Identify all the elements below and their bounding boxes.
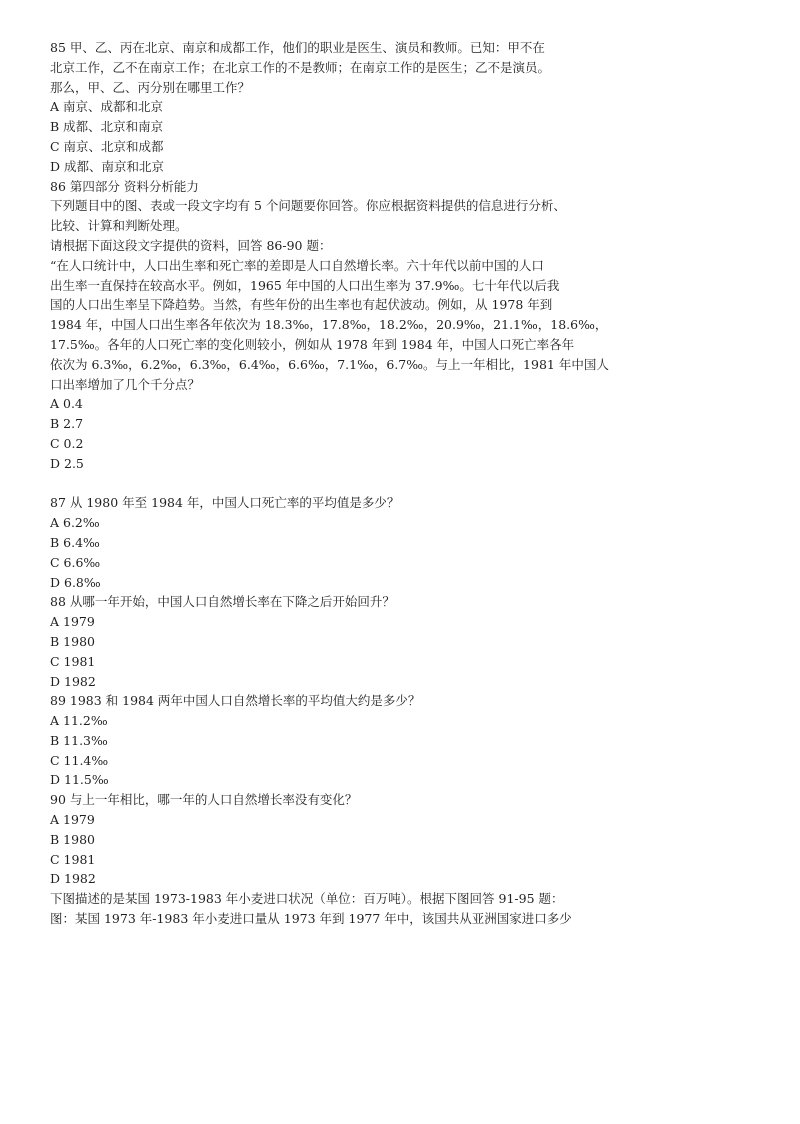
question-85 — [50, 38, 590, 177]
passage-line: 口出率增加了几个千分点？ — [50, 376, 201, 392]
question-90 — [50, 790, 590, 889]
section-heading: 86 第四部分 资料分析能力 — [50, 178, 199, 194]
option-c: C 1981 — [50, 851, 96, 867]
option-c: C 6.6‰ — [50, 554, 101, 570]
option-b: B 2.7 — [50, 416, 84, 432]
question-stem-line: 北京工作，乙不在南京工作；在北京工作的不是教师；在南京工作的是医生；乙不是演员。 — [50, 59, 551, 75]
option-c: C 0.2 — [50, 435, 84, 451]
question-88 — [50, 592, 590, 691]
option-b: B 1980 — [50, 633, 95, 649]
question-87 — [50, 493, 590, 592]
next-section-line: 下图描述的是某国 1973-1983 年小麦进口状况（单位：百万吨）。根据下图回答 91-95 题： — [50, 891, 564, 907]
passage-line: 出生率一直保持在较高水平。例如，1965 年中国的人口出生率为 37.9‰。七十年代以后我 — [50, 277, 560, 293]
next-section-line: 图：某国 1973 年-1983 年小麦进口量从 1973 年到 1977 年中，该国共从亚洲国家进口多少 — [50, 911, 572, 927]
question-stem: 89 1983 和 1984 两年中国人口自然增长率的平均值大约是多少？ — [50, 693, 421, 709]
question-stem: 90 与上一年相比，哪一年的人口自然增长率没有变化？ — [50, 792, 358, 808]
section-intro-line: 下列题目中的图、表或一段文字均有 5 个问题要你回答。你应根据资料提供的信息进行分析、 — [50, 198, 566, 214]
question-89 — [50, 691, 590, 790]
option-c: C 南京、北京和成都 — [50, 138, 164, 154]
option-b: B 6.4‰ — [50, 534, 100, 550]
option-a: A 南京、成都和北京 — [50, 99, 164, 115]
option-a: A 1979 — [50, 614, 95, 630]
option-b: B 11.3‰ — [50, 732, 108, 748]
option-c: C 1981 — [50, 653, 96, 669]
next-section-intro — [50, 889, 590, 929]
question-stem-line: 那么，甲、乙、丙分别在哪里工作？ — [50, 79, 251, 95]
passage-line: 国的人口出生率呈下降趋势。当然，有些年份的出生率也有起伏波动。例如，从 1978 年到 — [50, 297, 553, 313]
passage — [50, 236, 609, 394]
section-intro-line: 比较、计算和判断处理。 — [50, 218, 188, 234]
option-d: D 6.8‰ — [50, 574, 101, 590]
question-86 — [50, 394, 590, 473]
passage-lead: 请根据下面这段文字提供的资料，回答 86-90 题： — [50, 237, 332, 253]
document-page — [50, 38, 609, 929]
option-a: A 6.2‰ — [50, 515, 100, 531]
option-d: D 2.5 — [50, 455, 84, 471]
option-d: D 1982 — [50, 871, 96, 887]
option-c: C 11.4‰ — [50, 752, 109, 768]
question-stem: 87 从 1980 年至 1984 年，中国人口死亡率的平均值是多少？ — [50, 495, 400, 511]
question-stem-line: 85 甲、乙、丙在北京、南京和成都工作，他们的职业是医生、演员和教师。已知：甲不在 — [50, 40, 545, 55]
question-stem: 88 从哪一年开始，中国人口自然增长率在下降之后开始回升？ — [50, 594, 395, 610]
option-d: D 11.5‰ — [50, 772, 109, 788]
option-d: D 成都、南京和北京 — [50, 158, 164, 174]
option-b: B 1980 — [50, 831, 95, 847]
passage-line: 依次为 6.3‰，6.2‰，6.3‰，6.4‰，6.6‰，7.1‰，6.7‰。与上一年相比，1981 年中国人 — [50, 356, 609, 372]
option-a: A 1979 — [50, 812, 95, 828]
option-a: A 0.4 — [50, 396, 83, 412]
option-d: D 1982 — [50, 673, 96, 689]
passage-line: “在人口统计中，人口出生率和死亡率的差即是人口自然增长率。六十年代以前中国的人口 — [50, 257, 544, 273]
passage-line: 1984 年，中国人口出生率各年依次为 18.3‰，17.8‰，18.2‰，20.9‰，21.1‰，18.6‰， — [50, 317, 608, 333]
option-a: A 11.2‰ — [50, 713, 108, 729]
passage-line: 17.5‰。各年的人口死亡率的变化则较小，例如从 1978 年到 1984 年，中国人口死亡率各年 — [50, 336, 575, 352]
blank-line — [50, 474, 590, 494]
section-data-analysis — [50, 177, 590, 236]
option-b: B 成都、北京和南京 — [50, 119, 164, 135]
